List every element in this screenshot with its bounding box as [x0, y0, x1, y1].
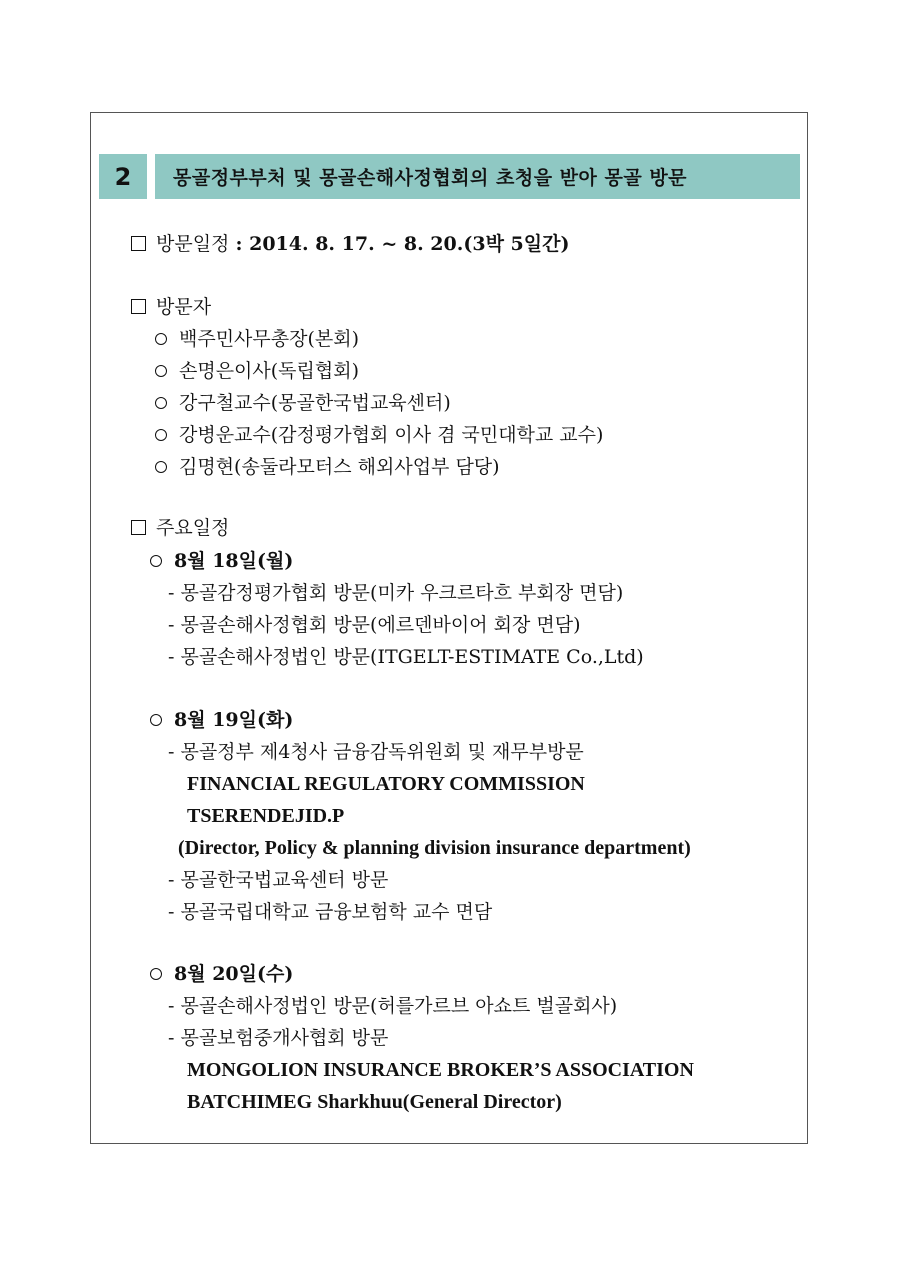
schedule-item: - 몽골감정평가협회 방문(미카 우크르타흐 부회장 면담) — [168, 582, 624, 604]
section-number: 2 — [99, 154, 147, 199]
checkbox-square-icon — [131, 299, 146, 314]
day-heading — [150, 961, 293, 987]
visitor-item — [155, 454, 500, 480]
schedule-item: - 몽골정부 제4청사 금융감독위원회 및 재무부방문 — [168, 741, 584, 763]
visitors-heading — [131, 294, 211, 320]
schedule-item-english: (Director, Policy & planning division insurance department) — [178, 837, 691, 859]
schedule-item: - 몽골손해사정협회 방문(에르덴바이어 회장 면담) — [168, 614, 581, 636]
circle-bullet-icon — [155, 333, 167, 345]
visitor-item — [155, 390, 451, 416]
schedule-item-english: BATCHIMEG Sharkhuu(General Director) — [187, 1091, 562, 1113]
visitor-text: 강구철교수(몽골한국법교육센터) — [179, 392, 451, 414]
circle-bullet-icon — [150, 714, 162, 726]
main-schedule-label: 주요일정 — [156, 517, 230, 539]
visitor-item — [155, 358, 359, 384]
visitor-text: 백주민사무총장(본회) — [179, 328, 360, 350]
checkbox-square-icon — [131, 236, 146, 251]
visitor-item — [155, 326, 359, 352]
circle-bullet-icon — [150, 555, 162, 567]
schedule-item: - 몽골손해사정법인 방문(ITGELT-ESTIMATE Co.,Ltd) — [168, 646, 644, 668]
day-date: 8월 18일(월) — [174, 550, 294, 572]
visitor-text: 김명현(송둘라모터스 해외사업부 담당) — [179, 456, 500, 478]
schedule-item: - 몽골국립대학교 금융보험학 교수 면담 — [168, 901, 493, 923]
schedule-label: 방문일정 — [156, 233, 230, 255]
visitor-text: 강병운교수(감정평가협회 이사 겸 국민대학교 교수) — [179, 424, 604, 446]
day-date: 8월 19일(화) — [174, 709, 294, 731]
section-header — [99, 154, 800, 199]
checkbox-square-icon — [131, 520, 146, 535]
main-schedule-heading — [131, 515, 229, 541]
schedule-item-english: TSERENDEJID.P — [187, 805, 345, 827]
visitor-text: 손명은이사(독립협회) — [179, 360, 360, 382]
schedule-item-english: MONGOLION INSURANCE BROKER’S ASSOCIATION — [187, 1059, 694, 1081]
visitors-label: 방문자 — [156, 296, 212, 318]
day-heading — [150, 707, 293, 733]
day-date: 8월 20일(수) — [174, 963, 294, 985]
schedule-item-english: FINANCIAL REGULATORY COMMISSION — [187, 773, 585, 795]
schedule-item: - 몽골보험중개사협회 방문 — [168, 1027, 389, 1049]
circle-bullet-icon — [155, 461, 167, 473]
day-heading — [150, 548, 293, 574]
circle-bullet-icon — [150, 968, 162, 980]
section-title: 몽골정부부처 및 몽골손해사정협회의 초청을 받아 몽골 방문 — [155, 154, 800, 199]
circle-bullet-icon — [155, 429, 167, 441]
schedule-value: : 2014. 8. 17. ~ 8. 20.(3박 5일간) — [235, 233, 570, 255]
schedule-line — [131, 231, 569, 257]
schedule-item: - 몽골손해사정법인 방문(허를가르브 아쇼트 벌골회사) — [168, 995, 618, 1017]
circle-bullet-icon — [155, 397, 167, 409]
visitor-item — [155, 422, 603, 448]
circle-bullet-icon — [155, 365, 167, 377]
schedule-item: - 몽골한국법교육센터 방문 — [168, 869, 389, 891]
